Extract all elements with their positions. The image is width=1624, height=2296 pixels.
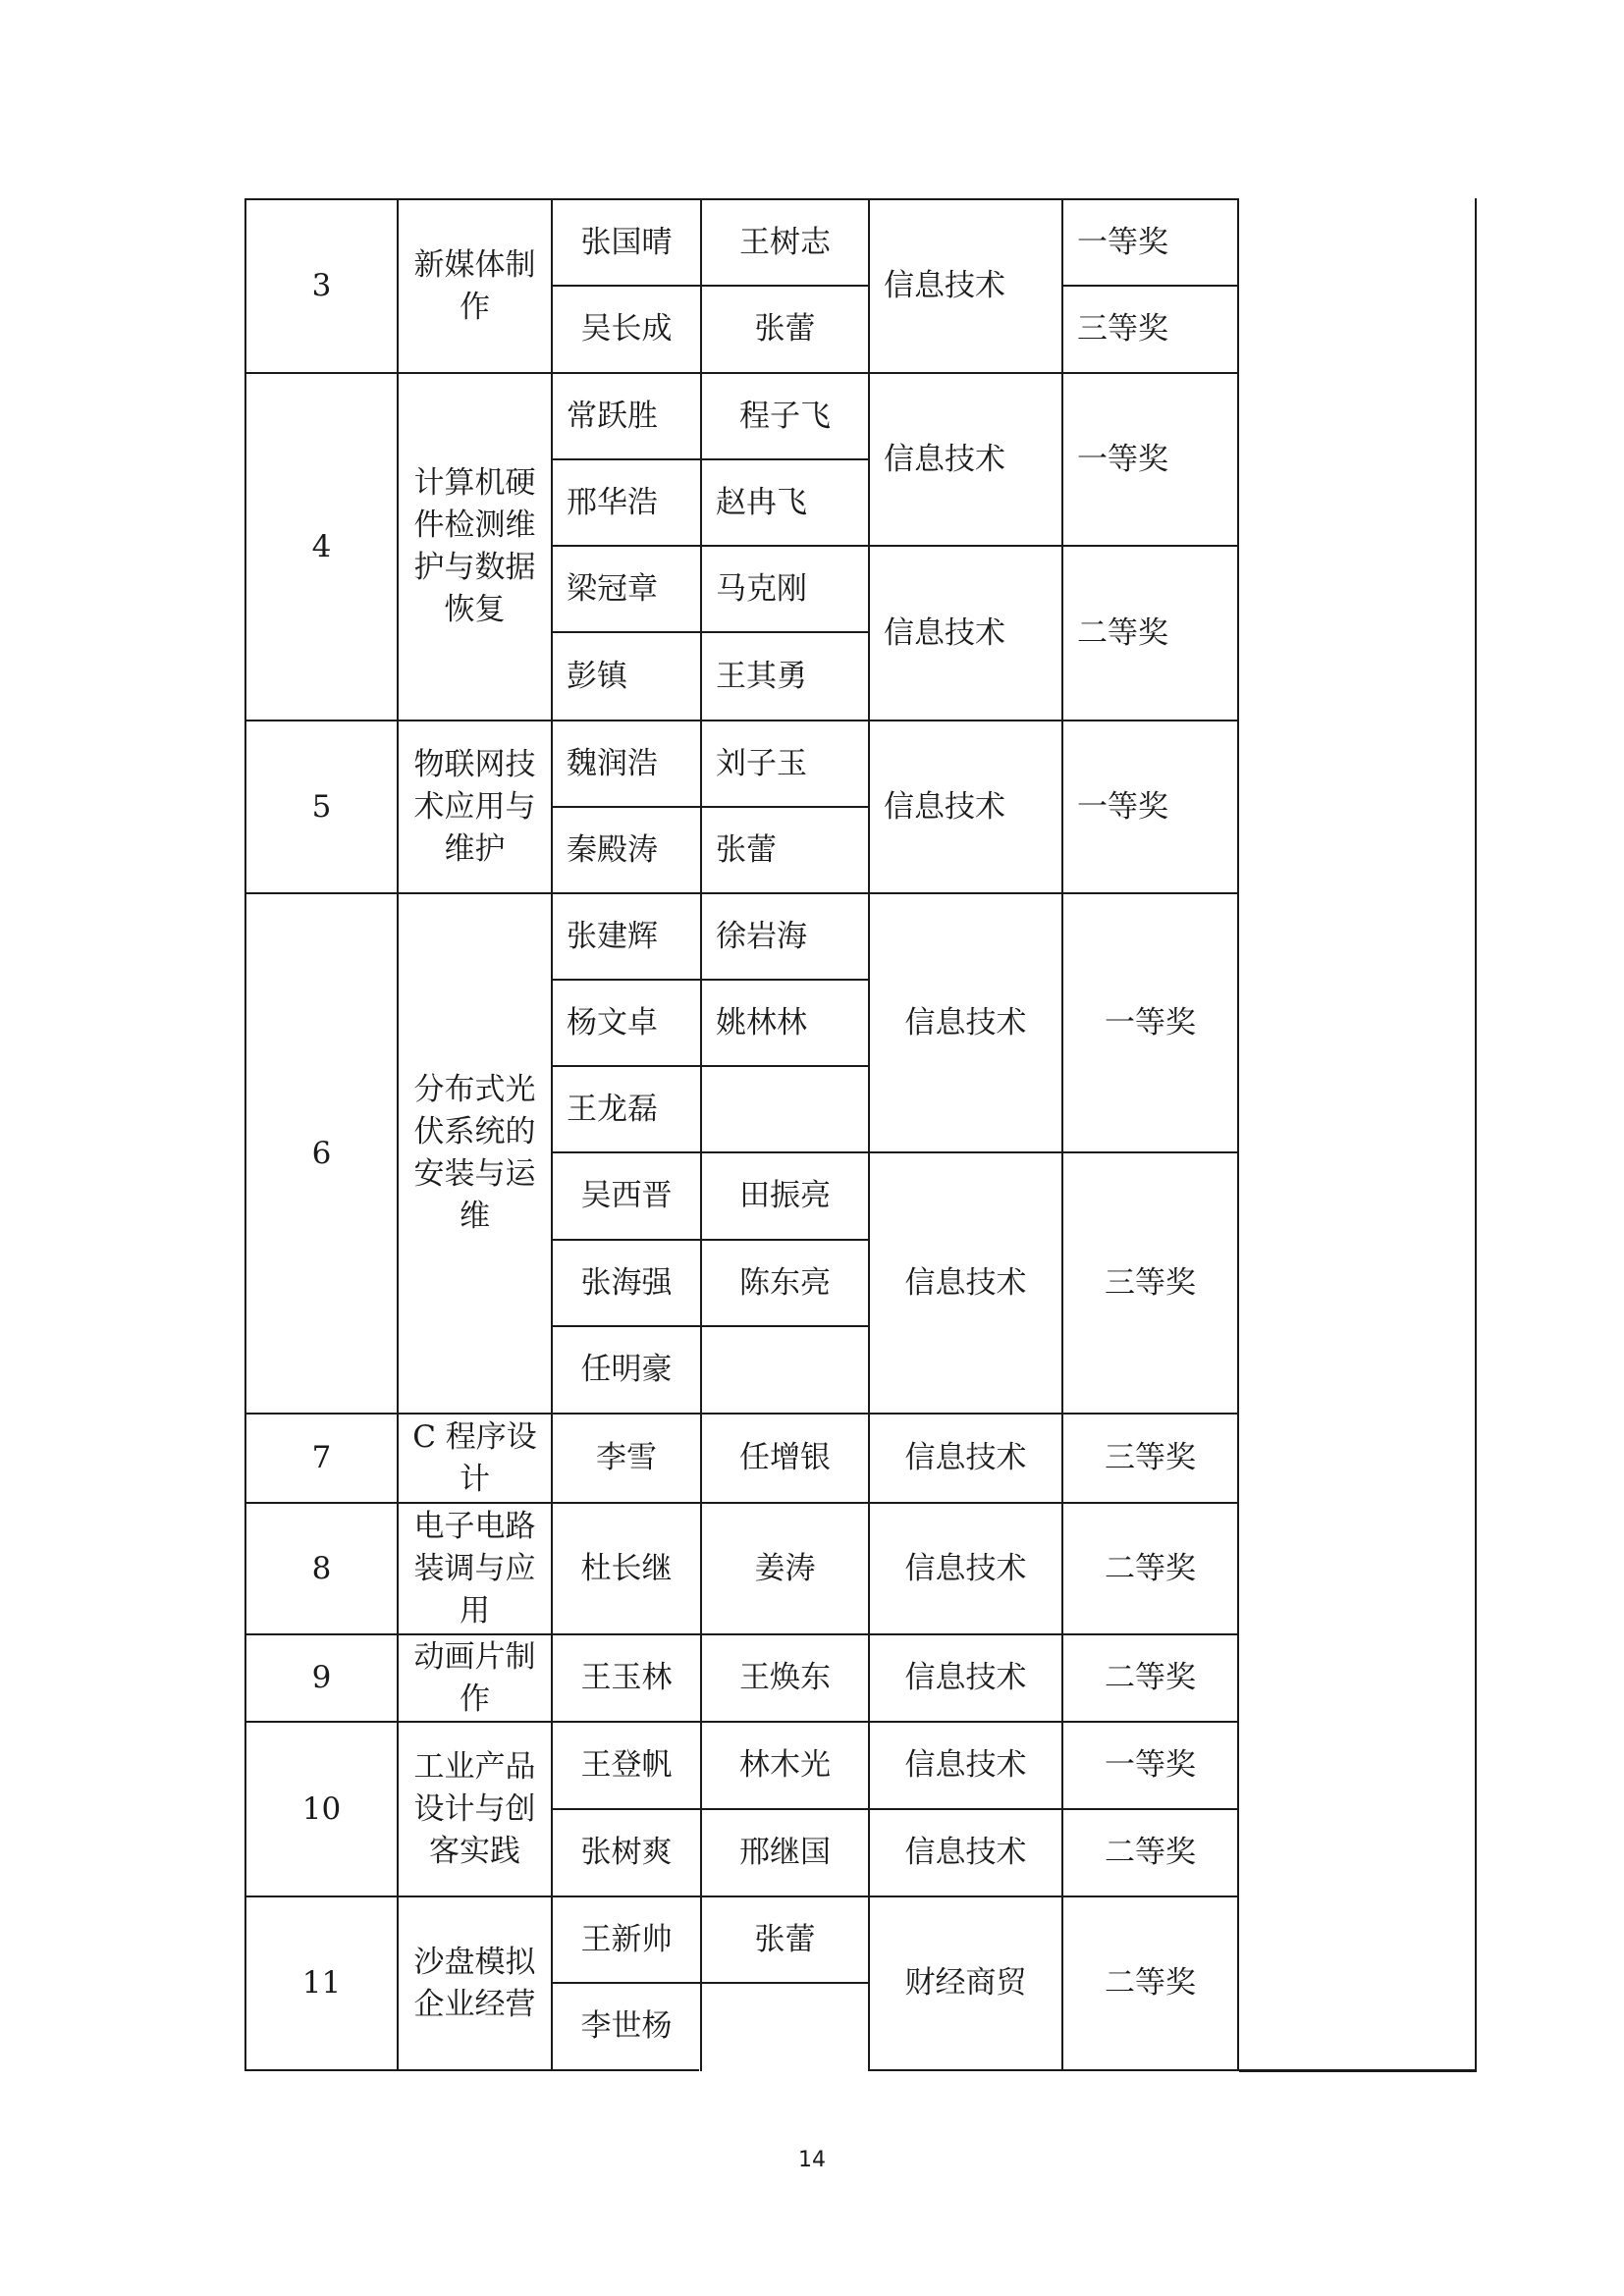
student-name: 王龙磊 [567, 1091, 658, 1127]
teacher-name: 王其勇 [716, 658, 807, 694]
teacher-name: 林木光 [739, 1747, 831, 1783]
teacher-name: 徐岩海 [716, 918, 807, 954]
teacher-name: 赵冉飞 [716, 484, 807, 520]
event-name: 新媒体制作 [413, 246, 536, 325]
major: 财经商贸 [904, 1965, 1027, 2001]
student-name: 张建辉 [567, 918, 658, 954]
student-name: 王登帆 [580, 1747, 673, 1783]
major: 信息技术 [904, 1835, 1027, 1870]
student-name: 张树爽 [580, 1835, 673, 1870]
student-name: 吴长成 [580, 311, 673, 347]
event-name: 动画片制作 [413, 1638, 536, 1717]
award: 二等奖 [1105, 1965, 1196, 2001]
student-name: 王玉林 [580, 1660, 673, 1695]
major: 信息技术 [884, 614, 1005, 651]
student-name: 杨文卓 [567, 1004, 658, 1041]
teacher-name: 张蕾 [754, 311, 816, 347]
award: 三等奖 [1077, 311, 1168, 347]
student-name: 任明豪 [580, 1352, 673, 1387]
event-name: 物联网技术应用与维护 [413, 746, 536, 867]
row-number: 7 [311, 1440, 332, 1475]
teacher-name: 张蕾 [716, 831, 777, 868]
row-number: 3 [311, 268, 332, 303]
award: 三等奖 [1105, 1264, 1196, 1301]
teacher-name: 姜涛 [754, 1550, 816, 1586]
student-name: 彭镇 [567, 658, 627, 694]
teacher-name: 张蕾 [754, 1921, 816, 1957]
row-number: 9 [311, 1660, 332, 1695]
event-name: 工业产品设计与创客实践 [413, 1748, 536, 1869]
teacher-name: 任增银 [739, 1440, 831, 1475]
teacher-name: 马克刚 [716, 570, 807, 607]
event-name: 计算机硬件检测维护与数据恢复 [413, 465, 536, 627]
student-name: 魏润浩 [567, 745, 658, 781]
major: 信息技术 [884, 441, 1005, 477]
row-number: 4 [311, 528, 332, 564]
teacher-name: 刘子玉 [716, 745, 807, 781]
student-name: 杜长继 [580, 1550, 673, 1586]
row-number: 10 [301, 1790, 342, 1827]
award: 一等奖 [1105, 1747, 1196, 1783]
major: 信息技术 [904, 1440, 1027, 1475]
event-name: 分布式光伏系统的安装与运维 [413, 1072, 536, 1234]
major: 信息技术 [904, 1660, 1027, 1695]
award: 一等奖 [1077, 788, 1168, 825]
student-name: 李世杨 [580, 2008, 673, 2044]
major: 信息技术 [904, 1264, 1027, 1301]
teacher-name: 陈东亮 [739, 1264, 831, 1301]
row-number: 6 [311, 1135, 332, 1171]
teacher-name: 王焕东 [739, 1660, 831, 1695]
award: 三等奖 [1105, 1440, 1196, 1475]
student-name: 李雪 [596, 1440, 657, 1475]
event-name: C 程序设计 [412, 1418, 537, 1497]
award: 一等奖 [1077, 441, 1168, 477]
teacher-name: 邢继国 [739, 1835, 831, 1870]
major: 信息技术 [904, 1747, 1027, 1783]
award: 二等奖 [1105, 1550, 1196, 1586]
event-name: 沙盘模拟企业经营 [413, 1944, 536, 2022]
student-name: 梁冠章 [567, 570, 658, 607]
event-name: 电子电路装调与应用 [413, 1508, 536, 1629]
row-number: 5 [311, 788, 332, 825]
student-name: 王新帅 [580, 1921, 673, 1957]
teacher-name: 程子飞 [739, 398, 831, 434]
teacher-name: 王树志 [739, 224, 831, 260]
award: 一等奖 [1105, 1004, 1196, 1041]
student-name: 秦殿涛 [567, 831, 658, 868]
major: 信息技术 [904, 1004, 1027, 1041]
award: 二等奖 [1077, 614, 1168, 651]
student-name: 常跃胜 [567, 398, 658, 434]
row-number: 8 [311, 1550, 332, 1586]
teacher-name: 姚林林 [716, 1004, 807, 1041]
award: 二等奖 [1105, 1835, 1196, 1870]
student-name: 张海强 [580, 1264, 673, 1301]
major: 信息技术 [904, 1550, 1027, 1586]
award: 二等奖 [1105, 1660, 1196, 1695]
major: 信息技术 [884, 268, 1005, 303]
student-name: 吴西晋 [580, 1178, 673, 1213]
student-name: 张国晴 [580, 224, 673, 260]
student-name: 邢华浩 [567, 484, 658, 520]
row-number: 11 [301, 1965, 342, 2001]
teacher-name: 田振亮 [739, 1178, 831, 1213]
award: 一等奖 [1077, 224, 1168, 260]
major: 信息技术 [884, 788, 1005, 825]
page-number: 14 [798, 2148, 826, 2172]
